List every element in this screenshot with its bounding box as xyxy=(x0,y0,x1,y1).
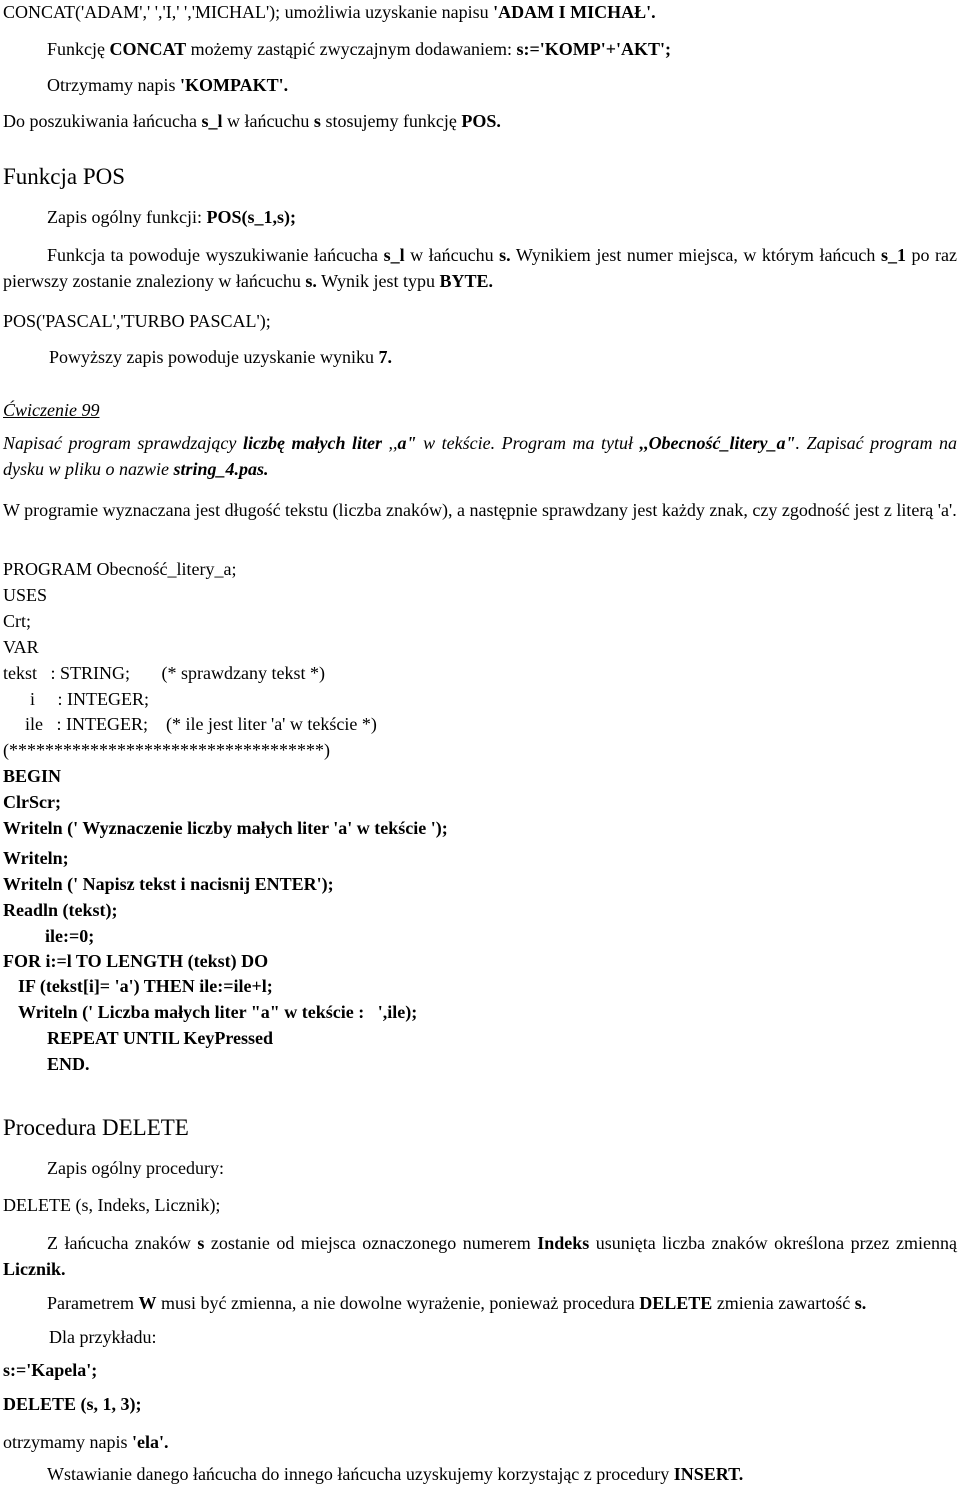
code-line: Writeln (' Wyznaczenie liczby małych liter 'a' w tekście '); xyxy=(3,818,448,838)
code-line: ile:=0; xyxy=(45,926,95,946)
pos-result-line: Powyższy zapis powoduje uzyskanie wyniku 7. xyxy=(49,347,392,367)
delete-example-label: Dla przykładu: xyxy=(49,1327,157,1347)
code-line: Crt; xyxy=(3,611,32,631)
delete-syntax-line: DELETE (s, Indeks, Licznik); xyxy=(3,1195,221,1215)
delete-description-paragraph: Z łańcucha znaków s zostanie od miejsca oznaczonego numerem Indeks usunięta liczba znaków określona przez zmienną Licznik. xyxy=(3,1233,957,1279)
concat-result-line: Otrzymamy napis 'KOMPAKT'. xyxy=(47,75,289,95)
code-line: tekst : STRING; (* sprawdzany tekst *) xyxy=(3,663,325,683)
code-line: Readln (tekst); xyxy=(3,900,118,920)
pos-syntax-line: Zapis ogólny funkcji: POS(s_1,s); xyxy=(47,207,296,227)
exercise-description: W programie wyznaczana jest długość tekstu (liczba znaków), a następnie sprawdzany jest każdy znak, czy zgodność jest z literą 'a'. xyxy=(3,500,957,520)
delete-example-result: otrzymamy napis 'ela'. xyxy=(3,1432,169,1452)
pos-intro-line: Do poszukiwania łańcucha s_l w łańcuchu s stosujemy funkcję POS. xyxy=(3,111,501,131)
code-line: Writeln (' Liczba małych liter "a" w tekście : ',ile); xyxy=(18,1002,418,1022)
code-line: FOR i:=l TO LENGTH (tekst) DO xyxy=(3,951,269,971)
code-line: ClrScr; xyxy=(3,792,61,812)
code-line: Writeln (' Napisz tekst i nacisnij ENTER'); xyxy=(3,874,334,894)
code-line: Writeln; xyxy=(3,848,69,868)
heading-procedura-delete: Procedura DELETE xyxy=(3,1115,189,1140)
delete-syntax-label: Zapis ogólny procedury: xyxy=(47,1158,224,1178)
pos-example-line: POS('PASCAL','TURBO PASCAL'); xyxy=(3,311,271,331)
concat-replace-line: Funkcję CONCAT możemy zastąpić zwyczajnym dodawaniem: s:='KOMP'+'AKT'; xyxy=(47,39,672,59)
exercise-title: Ćwiczenie 99 xyxy=(3,400,100,420)
code-line: i : INTEGER; xyxy=(30,689,149,709)
delete-parameter-line: Parametrem W musi być zmienna, a nie dowolne wyrażenie, ponieważ procedura DELETE zmienia zawartość s. xyxy=(47,1293,867,1313)
code-line: REPEAT UNTIL KeyPressed xyxy=(47,1028,274,1048)
code-line: VAR xyxy=(3,637,39,657)
exercise-body: Napisać program sprawdzający liczbę małych liter ,,a" w tekście. Program ma tytuł ,,Obecność_litery_a". Zapisać program na dysku w pliku o nazwie string_4.pas. xyxy=(3,433,957,479)
code-line: BEGIN xyxy=(3,766,62,786)
insert-intro-line: Wstawianie danego łańcucha do innego łańcucha uzyskujemy korzystając z procedury INSERT. xyxy=(47,1464,744,1484)
pos-description-paragraph: Funkcja ta powoduje wyszukiwanie łańcucha s_l w łańcuchu s. Wynikiem jest numer miejsca, w którym łańcuch s_1 po raz pierwszy zostanie znaleziony w łańcuchu s. Wynik jest typu BYTE. xyxy=(3,245,958,291)
code-line: (***********************************) xyxy=(3,740,330,760)
code-line: USES xyxy=(3,585,48,605)
code-line: IF (tekst[i]= 'a') THEN ile:=ile+l; xyxy=(18,976,273,996)
code-line: ile : INTEGER; (* ile jest liter 'a' w tekście *) xyxy=(25,714,377,734)
delete-example-call: DELETE (s, 1, 3); xyxy=(3,1394,142,1414)
code-line: END. xyxy=(47,1054,90,1074)
concat-example-line: CONCAT('ADAM',' ','I,' ','MICHAL'); umożliwia uzyskanie napisu 'ADAM I MICHAŁ'. xyxy=(3,2,656,22)
heading-funkcja-pos: Funkcja POS xyxy=(3,164,126,189)
code-line: PROGRAM Obecność_litery_a; xyxy=(3,559,237,579)
delete-example-assign: s:='Kapela'; xyxy=(3,1360,98,1380)
